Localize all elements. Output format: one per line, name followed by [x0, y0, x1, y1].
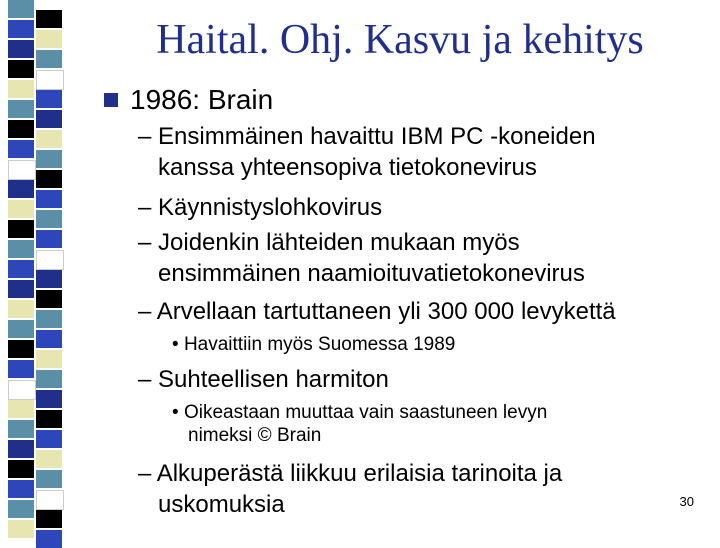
sub-bullet-2: – Käynnistyslohkovirus	[138, 194, 383, 221]
stripe-tile	[36, 510, 62, 528]
decorative-stripe	[0, 0, 64, 540]
stripe-tile	[8, 60, 34, 78]
stripe-tile	[8, 240, 34, 258]
stripe-tile	[36, 110, 62, 128]
stripe-tile	[8, 460, 34, 478]
stripe-tile	[36, 190, 62, 208]
bullet-main: 1986: Brain	[130, 84, 274, 115]
stripe-tile	[36, 210, 62, 228]
stripe-tile	[36, 430, 62, 448]
stripe-tile	[8, 0, 34, 18]
stripe-tile	[8, 40, 34, 58]
sub-bullet-3: – Joidenkin lähteiden mukaan myös ensimmäinen naamioituvatietokonevirus	[138, 229, 585, 287]
stripe-tile	[8, 320, 34, 338]
sub-sub-bullet-2: • Oikeastaan muuttaa vain saastuneen levyn nimeksi © Brain	[172, 402, 548, 446]
stripe-tile	[8, 280, 34, 298]
stripe-tile	[8, 520, 34, 538]
stripe-tile	[36, 410, 62, 428]
stripe-tile	[36, 150, 62, 168]
stripe-tile	[36, 10, 62, 28]
stripe-tile	[36, 350, 62, 368]
stripe-tile	[8, 400, 34, 418]
sub-bullet-4: – Arvellaan tartuttaneen yli 300 000 levykettä	[138, 298, 616, 325]
stripe-tile	[8, 260, 34, 278]
stripe-tile	[36, 490, 64, 510]
stripe-tile	[36, 90, 62, 108]
stripe-tile	[8, 80, 34, 98]
stripe-tile	[36, 170, 62, 188]
sub-bullet-6: – Alkuperästä liikkuu erilaisia tarinoita ja uskomuksia	[138, 460, 563, 518]
sub-sub-bullet-1: • Havaittiin myös Suomessa 1989	[172, 334, 456, 355]
stripe-tile	[36, 310, 62, 328]
stripe-tile	[8, 300, 34, 318]
stripe-tile	[8, 200, 34, 218]
stripe-tile	[36, 330, 62, 348]
stripe-tile	[8, 340, 34, 358]
stripe-tile	[36, 450, 62, 468]
stripe-tile	[8, 440, 34, 458]
stripe-tile	[8, 360, 34, 378]
stripe-tile	[8, 480, 34, 498]
sub-bullet-1: – Ensimmäinen havaittu IBM PC -koneiden kanssa yhteensopiva tietokonevirus	[138, 123, 596, 181]
stripe-tile	[36, 390, 62, 408]
stripe-tile	[36, 50, 62, 68]
stripe-tile	[36, 30, 62, 48]
stripe-tile	[8, 420, 34, 438]
stripe-tile	[36, 530, 62, 548]
stripe-tile	[36, 70, 64, 90]
stripe-tile	[8, 500, 34, 518]
stripe-tile	[8, 160, 36, 180]
page-number: 30	[679, 494, 694, 509]
stripe-tile	[8, 20, 34, 38]
stripe-tile	[36, 370, 62, 388]
stripe-tile	[36, 290, 62, 308]
stripe-tile	[36, 250, 64, 270]
bullet-square-icon	[104, 93, 118, 107]
stripe-tile	[36, 130, 62, 148]
stripe-tile	[36, 230, 62, 248]
stripe-tile	[8, 180, 34, 198]
slide-title: Haital. Ohj. Kasvu ja kehitys	[156, 17, 644, 63]
stripe-tile	[8, 140, 34, 158]
stripe-tile	[8, 220, 34, 238]
stripe-tile	[8, 120, 34, 138]
stripe-tile	[8, 100, 34, 118]
stripe-tile	[36, 270, 62, 288]
sub-bullet-5: – Suhteellisen harmiton	[138, 366, 389, 393]
stripe-tile	[36, 470, 62, 488]
stripe-tile	[8, 380, 36, 400]
